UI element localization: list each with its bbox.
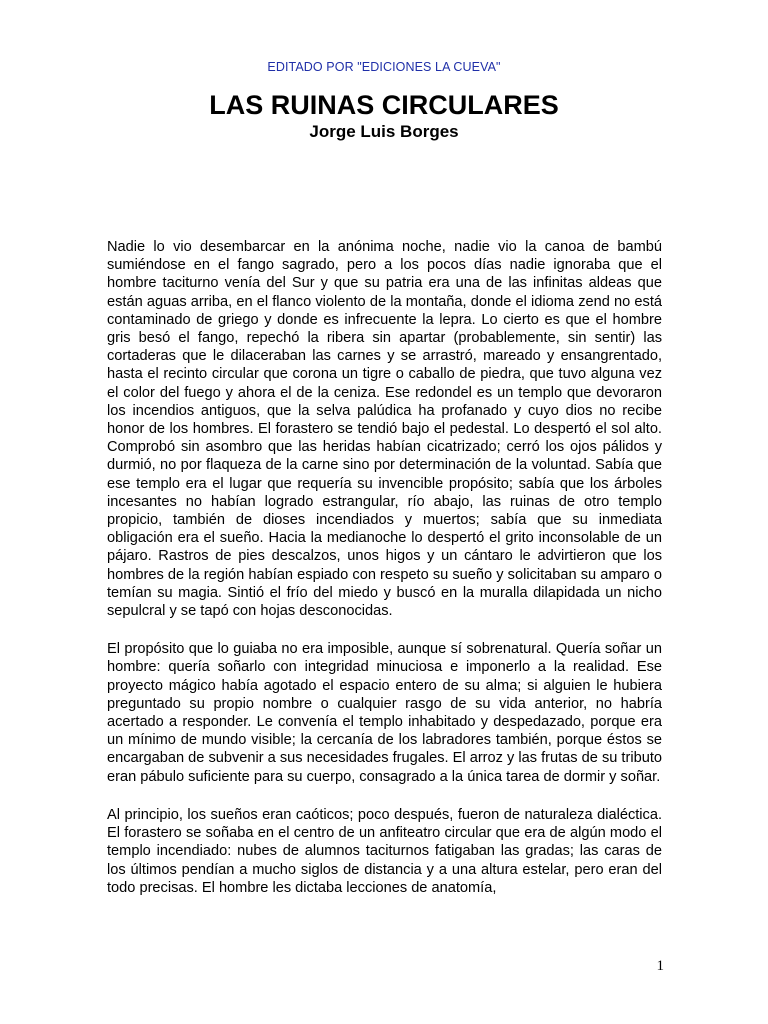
- page-number: 1: [656, 958, 664, 974]
- paragraph-3: Al principio, los sueños eran caóticos; poco después, fueron de naturaleza dialéctica. El forastero se soñaba en el centro de un anfiteatro circular que era de algún modo el templo incendiado: nubes de alumnos taciturnos fatigaban las gradas; las caras de los últimos pendían a mucho siglos de distancia y a una altura estelar, pero eran del todo precisas. El hombre les dictaba lecciones de anatomía,: [107, 806, 662, 896]
- author-name: Jorge Luis Borges: [309, 122, 459, 141]
- document-title: LAS RUINAS CIRCULARES: [209, 90, 559, 120]
- paragraph-2: El propósito que lo guiaba no era imposible, aunque sí sobrenatural. Quería soñar un hombre: quería soñarlo con integridad minuciosa e imponerlo a la realidad. Ese proyecto mágico había agotado el espacio entero de su alma; si alguien le hubiera preguntado su propio nombre o cualquier rasgo de su vida anterior, no habría acertado a responder. Le convenía el templo inhabitado y despedazado, porque era un mínimo de mundo visible; la cercanía de los labradores también, porque éstos se encargaban de subvenir a sus necesidades frugales. El arroz y las frutas de su tributo eran pábulo suficiente para su cuerpo, consagrado a la única tarea de dormir y soñar.: [107, 641, 662, 785]
- editor-note: EDITADO POR "EDICIONES LA CUEVA": [267, 60, 501, 74]
- paragraph-1: Nadie lo vio desembarcar en la anónima noche, nadie vio la canoa de bambú sumiéndose en el fango sagrado, pero a los pocos días nadie ignoraba que el hombre taciturno venía del Sur y que su patria era una de las infinitas aldeas que están aguas arriba, en el flanco violento de la montaña, donde el idioma zend no está contaminado de griego y donde es infrecuente la lepra. Lo cierto es que el hombre gris besó el fango, repechó la ribera sin apartar (probablemente, sin sentir) las cortaderas que le dilaceraban las carnes y se arrastró, mareado y ensangrentado, hasta el recinto circular que corona un tigre o caballo de piedra, que tuvo alguna vez el color del fuego y ahora el de la ceniza. Ese redondel es un templo que devoraron los incendios antiguos, que la selva palúdica ha profanado y cuyo dios no recibe honor de los hombres. El forastero se tendió bajo el pedestal. Lo despertó el sol alto. Comprobó sin asombro que las heridas habían cicatrizado; cerró los ojos pálidos y durmió, no por flaqueza de la carne sino por determinación de la voluntad. Sabía que ese templo era el lugar que requería su invencible propósito; sabía que los árboles incesantes no habían logrado estrangular, río abajo, las ruinas de otro templo propicio, también de dioses incendiados y muertos; sabía que su inmediata obligación era el sueño. Hacia la medianoche lo despertó el grito inconsolable de un pájaro. Rastros de pies descalzos, unos higos y un cántaro le advirtieron que los hombres de la región habían espiado con respeto su sueño y solicitaban su amparo o temían su magia. Sintió el frío del miedo y buscó en la muralla dilapidada un nicho sepulcral y se tapó con hojas desconocidas.: [107, 239, 662, 620]
- body-text: [107, 238, 662, 917]
